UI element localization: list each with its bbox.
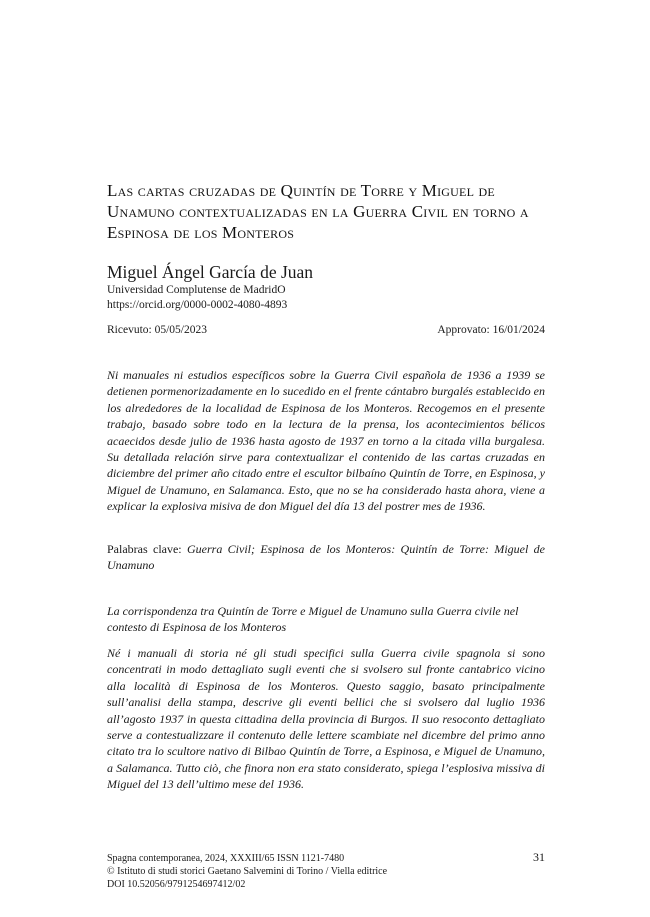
submission-dates: [107, 323, 545, 338]
abstract-spanish: Ni manuales ni estudios específicos sobre la Guerra Civil española de 1936 a 1939 se detienen pormenorizadamente en lo sucedido en el frente cántabro burgalés establecido en los alrededores de la localidad de Espinosa de los Monteros. Recogemos en el presente trabajo, basado sobre todo en la lectura de la prensa, los acontecimientos bélicos acaecidos desde julio de 1936 hasta agosto de 1937 en torno a la citada villa burgalesa. Su detallada relación sirve para contextualizar el contenido de las cartas cruzadas en diciembre del primer año citado entre el escultor bilbaíno Quintín de Torre, en Espinosa, y Miguel de Unamuno, en Salamanca. Esto, que no se ha considerado hasta ahora, viene a explicar la explosiva misiva de don Miguel del día 13 del postrer mes de 1936.: [107, 368, 545, 514]
author-affiliation: Universidad Complutense de MadridO: [107, 284, 286, 296]
journal-line: Spagna contemporanea, 2024, XXXIII/65 ISSN 1121-7480: [107, 853, 345, 864]
keywords-label: Palabras clave:: [107, 542, 182, 556]
title-italian: La corrispondenza tra Quintín de Torre e Miguel de Unamuno sulla Guerra civile nel contesto di Espinosa de los Monteros: [107, 604, 519, 635]
keywords-list: Guerra Civil; Espinosa de los Monteros: Quintín de Torre: Miguel de Unamuno: [107, 542, 545, 572]
received-date: Ricevuto: 05/05/2023: [107, 324, 207, 336]
keywords: [107, 541, 545, 573]
orcid-link[interactable]: https://orcid.org/0000-0002-4080-4893: [107, 299, 288, 311]
article-title: Las cartas cruzadas de Quintín de Torre y Miguel de Unamuno contextualizadas en la Guerra Civil en torno a Espinosa de los Monteros: [107, 181, 529, 242]
page-number: 31: [533, 850, 545, 864]
publisher-line: © Istituto di studi storici Gaetano Salvemini di Torino / Viella editrice: [107, 866, 388, 877]
page-footer: [107, 852, 545, 891]
author-name: Miguel Ángel García de Juan: [107, 262, 314, 282]
doi-line[interactable]: DOI 10.52056/9791254697412/02: [107, 879, 246, 890]
abstract-italian: Né i manuali di storia né gli studi specifici sulla Guerra civile spagnola si sono concentrati in modo dettagliato sugli eventi che si svolsero sul fronte cantabrico vicino alla località di Espinosa de los Monteros. Questo saggio, basato principalmente sull’analisi della stampa, descrive gli eventi bellici che si svolsero dal luglio 1936 all’agosto 1937 in questa cittadina della provincia di Burgos. Il suo resoconto dettagliato serve a contestualizzare il contenuto delle lettere scambiate nel dicembre del primo anno citato tra lo scultore nativo di Bilbao Quintín de Torre, a Espinosa, e Miguel de Unamuno, a Salamanca. Tutto ciò, che finora non era stato considerato, spiega l’esplosiva missiva di Miguel del 13 dell’ultimo mese del 1936.: [107, 646, 545, 792]
approved-date: Approvato: 16/01/2024: [437, 324, 545, 336]
author-block: [107, 261, 545, 313]
